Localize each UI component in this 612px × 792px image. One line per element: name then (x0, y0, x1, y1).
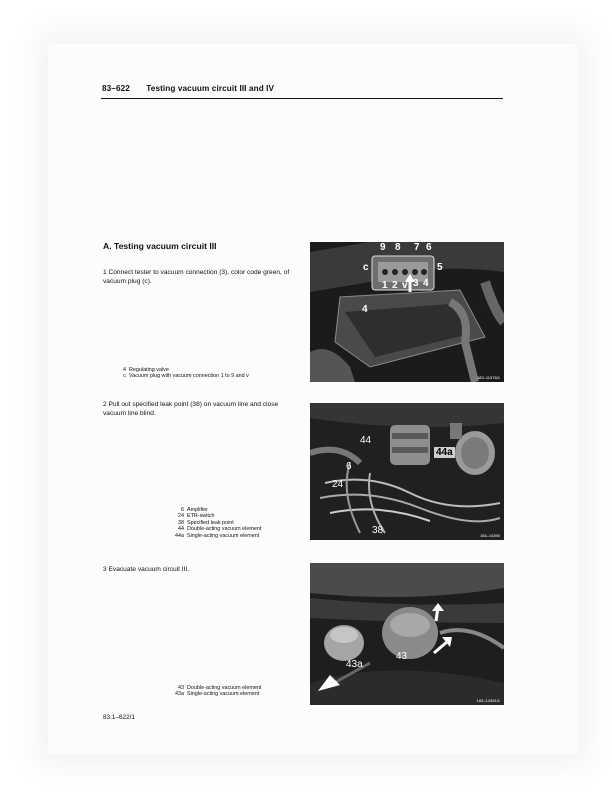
step-1-text: 1 Connect tester to vacuum connection (3), color code green, of vacuum plug (c). (103, 269, 290, 285)
legend-item: 38 Specified leak point (178, 519, 234, 526)
callout-label: 44 (360, 435, 372, 446)
photo-reference: 183–14391/1 (476, 698, 500, 703)
legend-item: 24 ETR-switch (178, 513, 215, 520)
callout-label: 9 (380, 242, 386, 253)
legend-item: 43 Double-acting vacuum element (178, 685, 262, 691)
callout-label: 2 (392, 280, 398, 291)
legend-item: 44 Double-acting vacuum element (178, 526, 262, 533)
callout-label: 38 (372, 525, 384, 536)
page-header (102, 84, 274, 93)
section-title: A. Testing vacuum circuit III (103, 241, 217, 251)
callout-label: 3 (413, 278, 419, 289)
callout-label: 24 (332, 479, 344, 490)
step-2-text: 2 Pull out specified leak point (38) on vacuum line and close vacuum line blind. (103, 401, 279, 417)
page-title: Testing vacuum circuit III and IV (146, 84, 275, 93)
legend-1 (118, 367, 249, 380)
photo-1-labels (310, 242, 504, 382)
callout-label: c (363, 262, 369, 273)
callout-label: 5 (437, 262, 443, 273)
legend-item: 44a Single-acting vacuum element (175, 532, 260, 539)
page-number: 83–622 (102, 84, 130, 93)
photo-vacuum-circuit-three (310, 563, 504, 705)
legend-3 (172, 685, 261, 698)
callout-label: 43a (346, 659, 363, 670)
page-footer: 83.1–622/1 (103, 714, 135, 721)
photo-reference: 183–14390 (479, 533, 500, 538)
legend-2 (172, 507, 261, 539)
legend-item: 6 Amplifier (181, 507, 208, 513)
legend-item: 4 Regulating valve (123, 367, 169, 373)
callout-label: 43 (396, 651, 408, 662)
photo-regulating-valve (310, 242, 504, 382)
legend-item: 43a Single-acting vacuum element (175, 691, 260, 698)
callout-label: 6 (426, 242, 432, 253)
callout-label: 4 (423, 278, 429, 289)
photo-reference: 183–11376/1 (476, 375, 500, 380)
callout-label: 7 (414, 242, 420, 253)
photo-2-labels (310, 403, 504, 540)
callout-label: 8 (395, 242, 401, 253)
header-rule (101, 98, 503, 99)
callout-label: 6 (346, 461, 352, 472)
legend-item: c Vacuum plug with vacuum connection 1 to 9 and v (123, 373, 249, 380)
callout-label: 4 (362, 304, 368, 315)
callout-label: v (402, 280, 408, 291)
step-3-text: 3 Evacuate vacuum circuit III. (103, 566, 190, 573)
callout-label: 44a (436, 447, 453, 458)
photo-3-labels (310, 563, 504, 705)
photo-vacuum-elements (310, 403, 504, 540)
callout-label: 1 (382, 280, 388, 291)
